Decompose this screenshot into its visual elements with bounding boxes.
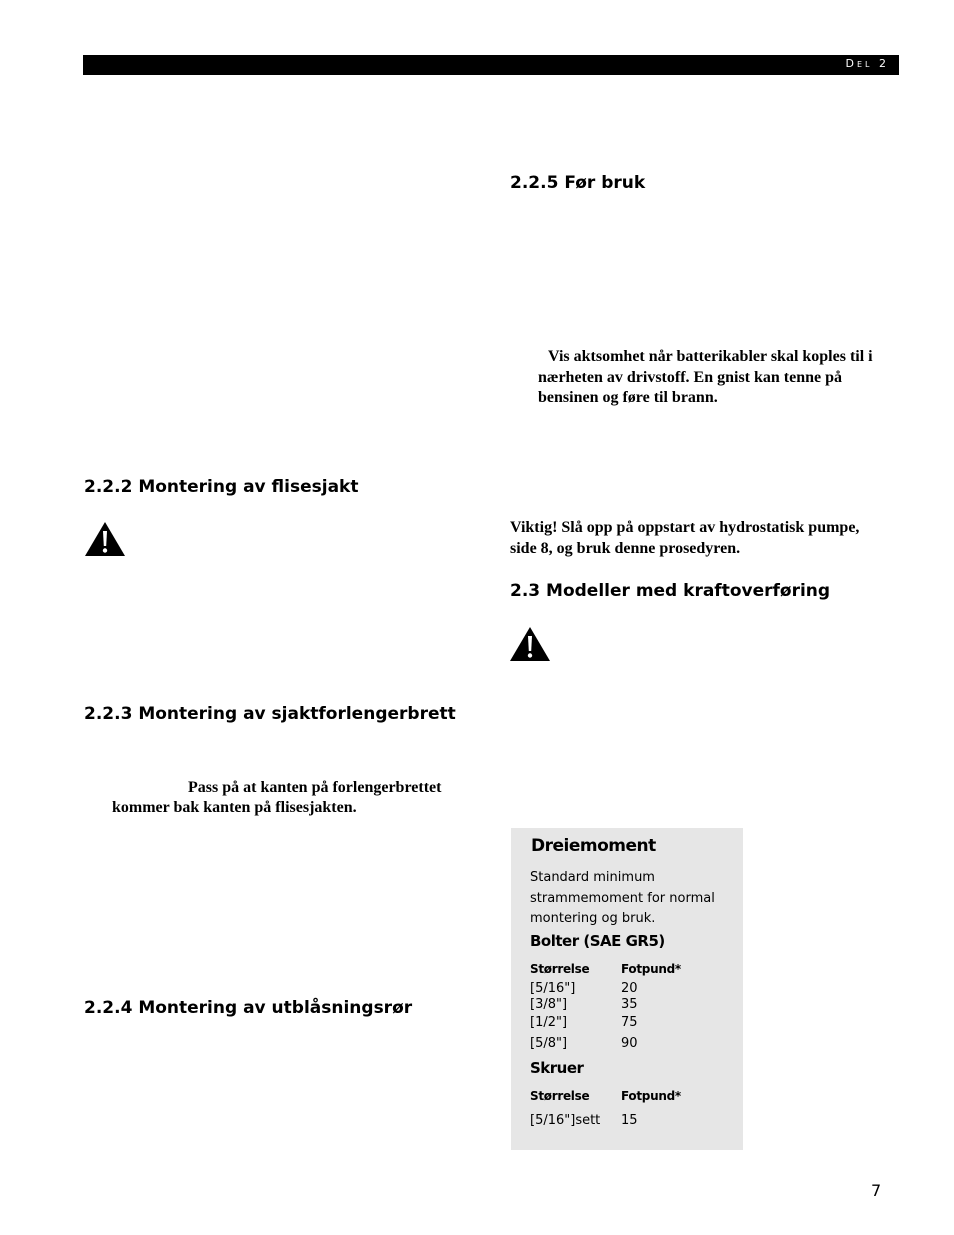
page-number: 7 xyxy=(871,1181,882,1200)
bolts-col-size: Størrelse xyxy=(530,962,590,976)
bolt-value: 35 xyxy=(621,997,638,1012)
screw-size: [5/16"]sett xyxy=(530,1113,601,1128)
bolt-value: 75 xyxy=(621,1015,638,1030)
bolts-heading: Bolter (SAE GR5) xyxy=(530,932,665,950)
torque-info-box xyxy=(511,828,743,1150)
bolt-size: [5/16"] xyxy=(530,981,576,996)
battery-warning-line-1: Vis aktsomhet når batterikabler skal koples til i xyxy=(548,348,873,365)
bolts-col-value: Fotpund* xyxy=(621,962,681,976)
screws-heading: Skruer xyxy=(530,1059,584,1077)
important-note-line-2: side 8, og bruk denne prosedyren. xyxy=(510,540,741,557)
section-label: Del 2 xyxy=(845,57,889,70)
important-note-line-1: Viktig! Slå opp på oppstart av hydrostatisk pumpe, xyxy=(510,519,860,536)
bolt-value: 90 xyxy=(621,1036,638,1051)
screws-col-size: Størrelse xyxy=(530,1089,590,1103)
torque-description xyxy=(530,868,740,930)
heading-2-3: 2.3 Modeller med kraftoverføring xyxy=(510,581,831,601)
warning-triangle-icon xyxy=(83,520,127,558)
header-bar xyxy=(83,55,899,75)
chute-note-line-2: kommer bak kanten på flisesjakten. xyxy=(112,799,357,816)
chute-note-line-1: Pass på at kanten på forlengerbrettet xyxy=(188,779,442,796)
screw-value: 15 xyxy=(621,1113,638,1128)
battery-warning-line-2: nærheten av drivstoff. En gnist kan tenne på xyxy=(538,369,843,386)
bolt-size: [5/8"] xyxy=(530,1036,568,1051)
heading-2-2-2: 2.2.2 Montering av flisesjakt xyxy=(84,477,359,497)
bolt-value: 20 xyxy=(621,981,638,996)
bolt-size: [3/8"] xyxy=(530,997,568,1012)
battery-warning-line-3: bensinen og føre til brann. xyxy=(538,389,718,406)
heading-2-2-3: 2.2.3 Montering av sjaktforlengerbrett xyxy=(84,704,456,724)
screws-col-value: Fotpund* xyxy=(621,1089,681,1103)
warning-triangle-icon xyxy=(508,625,552,663)
torque-desc-line-3: montering og bruk. xyxy=(530,911,656,926)
torque-desc-line-2: strammemoment for normal xyxy=(530,890,715,906)
heading-2-2-5: 2.2.5 Før bruk xyxy=(510,173,646,193)
torque-title: Dreiemoment xyxy=(531,836,656,856)
torque-desc-line-1: Standard minimum xyxy=(530,870,655,885)
bolt-size: [1/2"] xyxy=(530,1015,568,1030)
heading-2-2-4: 2.2.4 Montering av utblåsningsrør xyxy=(84,998,413,1018)
